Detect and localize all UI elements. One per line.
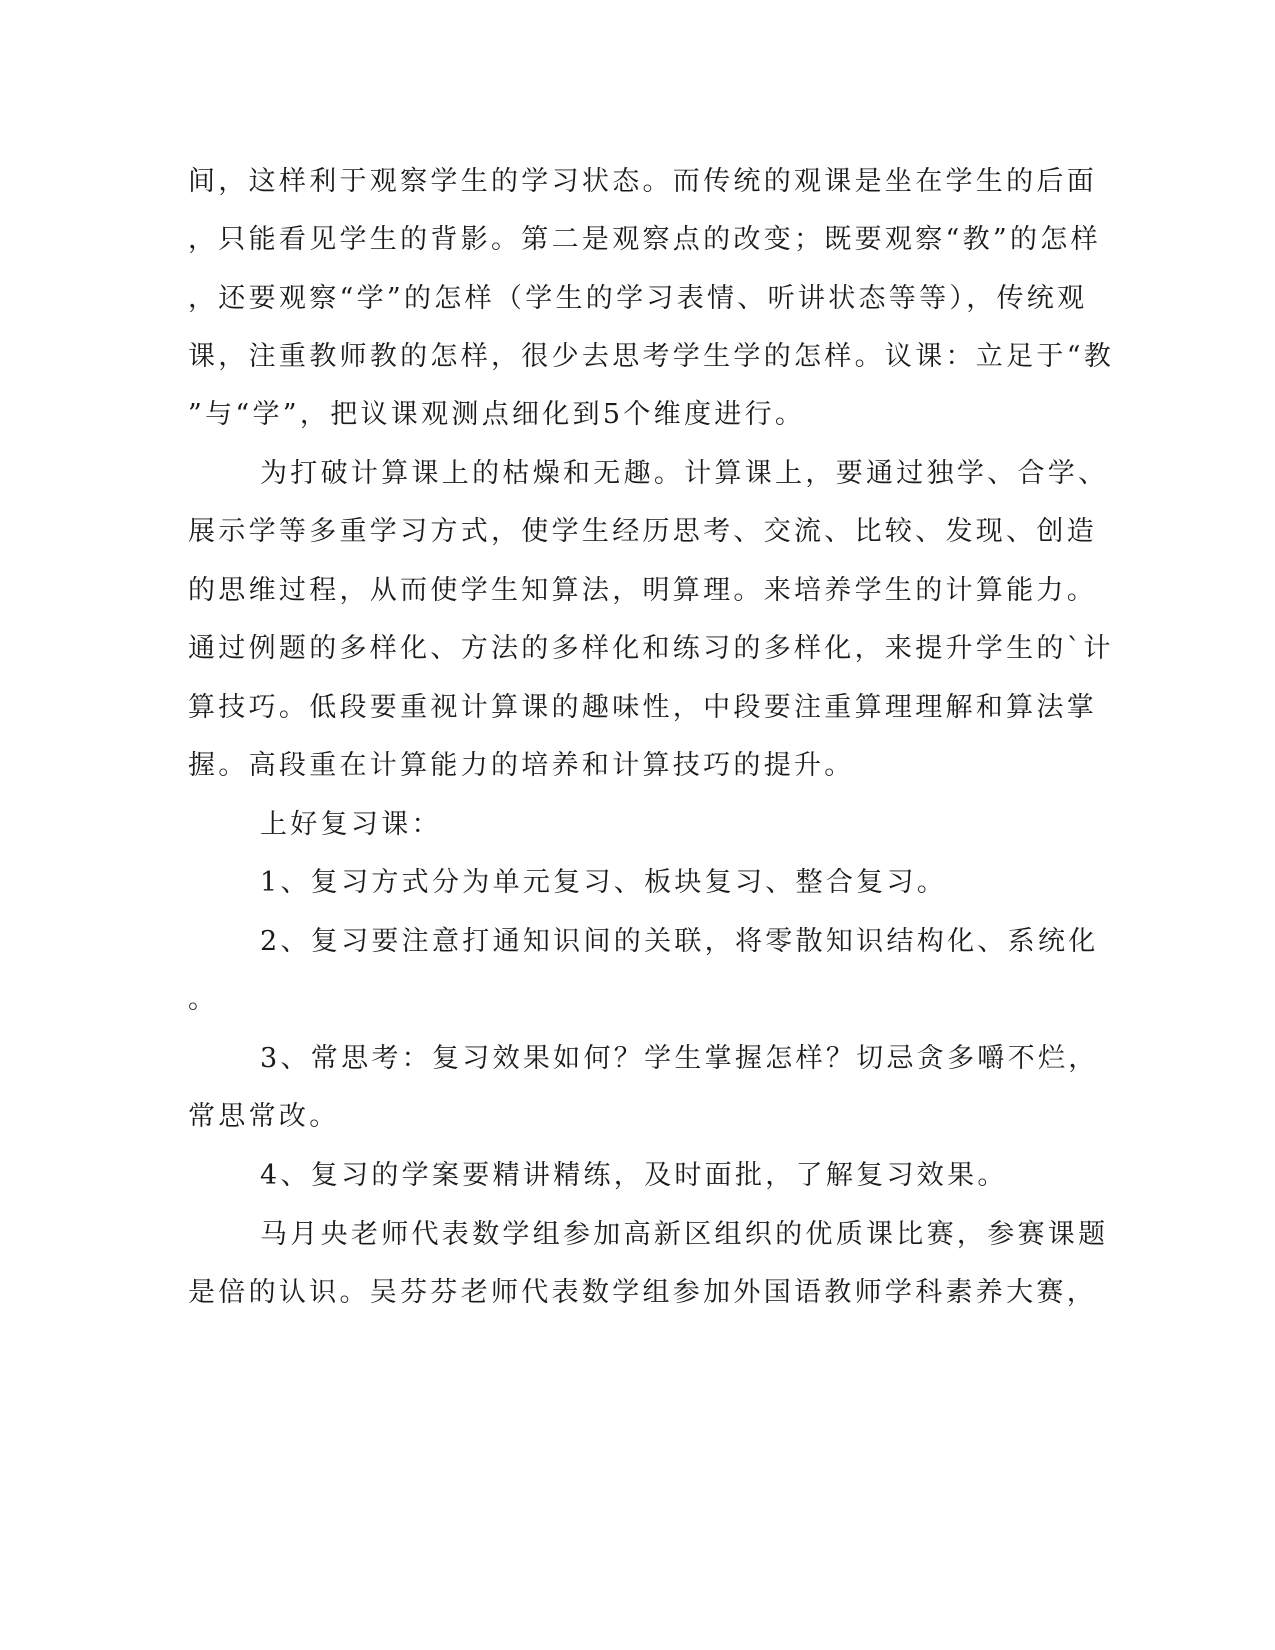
text-line: 是倍的认识。吴芬芬老师代表数学组参加外国语教师学科素养大赛， (188, 1277, 1097, 1308)
text-line: 算技巧。低段要重视计算课的趣味性，中段要注重算理理解和算法掌 (188, 692, 1097, 723)
text-line: ，还要观察“学”的怎样（学生的学习表情、听讲状态等等），传统观 (188, 283, 1088, 314)
list-item: 4、复习的学案要精讲精练，及时面批，了解复习效果。 (260, 1160, 1008, 1191)
text-line: 握。高段重在计算能力的培养和计算技巧的提升。 (188, 750, 855, 781)
text-line: 通过例题的多样化、方法的多样化和练习的多样化，来提升学生的`计 (188, 633, 1114, 664)
text-line: ”与“学”，把议课观测点细化到5个维度进行。 (188, 399, 806, 430)
text-line: 的思维过程，从而使学生知算法，明算理。来培养学生的计算能力。 (188, 575, 1097, 606)
paragraph-first-line: 马月央老师代表数学组参加高新区组织的优质课比赛，参赛课题 (260, 1219, 1109, 1250)
section-heading: 上好复习课： (260, 809, 442, 840)
list-item: 1、复习方式分为单元复习、板块复习、整合复习。 (260, 867, 948, 898)
text-line: ，只能看见学生的背影。第二是观察点的改变；既要观察“教”的怎样 (188, 224, 1101, 255)
list-item: 2、复习要注意打通知识间的关联，将零散知识结构化、系统化 (260, 926, 1099, 957)
text-line: 展示学等多重学习方式，使学生经历思考、交流、比较、发现、创造 (188, 516, 1097, 547)
paragraph-first-line: 为打破计算课上的枯燥和无趣。计算课上，要通过独学、合学、 (260, 458, 1109, 489)
text-line: 常思常改。 (188, 1101, 340, 1132)
list-item: 3、常思考：复习效果如何？学生掌握怎样？切忌贪多嚼不烂， (260, 1043, 1099, 1074)
text-line: 课，注重教师教的怎样，很少去思考学生学的怎样。议课：立足于“教 (188, 341, 1115, 372)
text-line: 间，这样利于观察学生的学习状态。而传统的观课是坐在学生的后面 (188, 166, 1097, 197)
text-line: 。 (188, 984, 219, 1015)
